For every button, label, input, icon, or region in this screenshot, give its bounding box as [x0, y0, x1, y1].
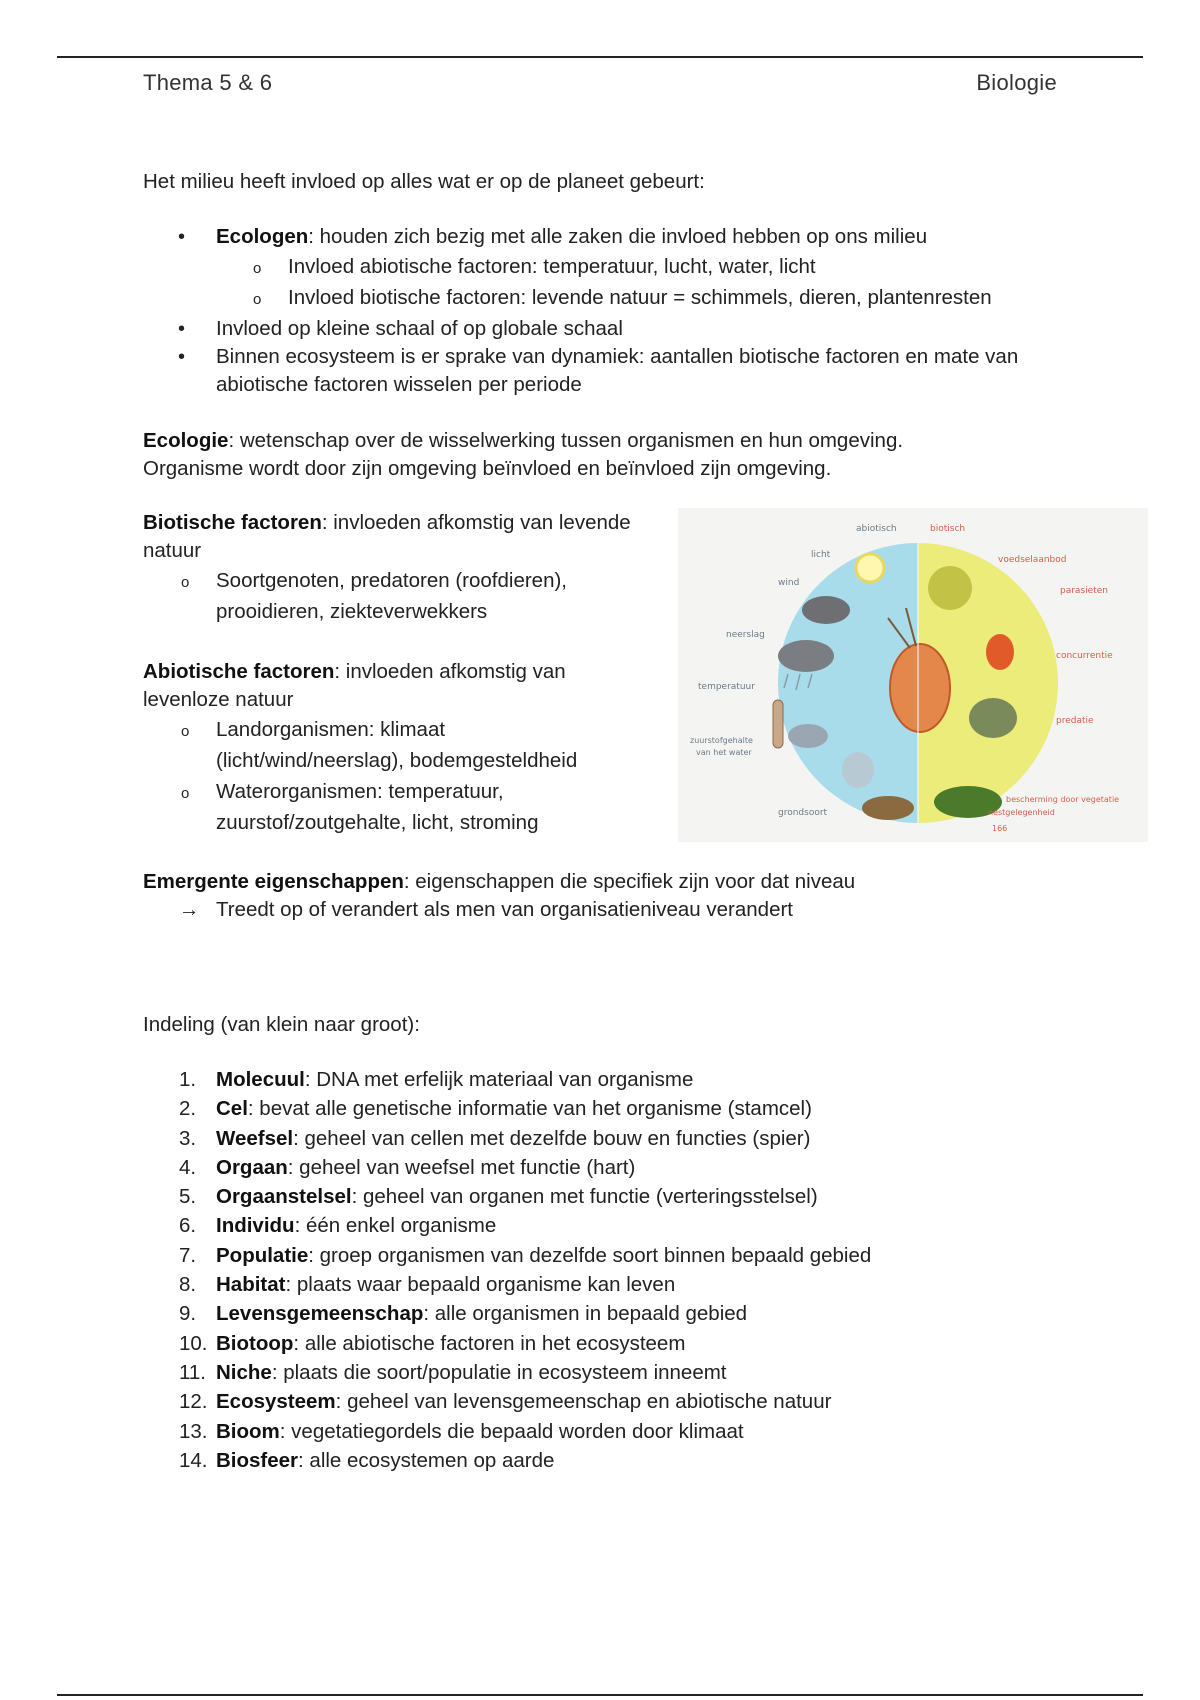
intro-paragraph: Het milieu heeft invloed op alles wat er op de planeet gebeurt:	[143, 170, 705, 193]
list-item: 9. Levensgemeenschap: alle organismen in bepaald gebied	[179, 1302, 748, 1326]
label-temperatuur: temperatuur	[698, 682, 755, 692]
label-predatie: predatie	[1056, 716, 1094, 726]
list-item: • Ecologen: houden zich bezig met alle zaken die invloed hebben op ons milieu	[143, 223, 1057, 251]
header-rule	[57, 56, 1143, 58]
list-item: 2. Cel: bevat alle genetische informatie van het organisme (stamcel)	[179, 1097, 812, 1121]
label-voedselaanbod: voedselaanbod	[998, 555, 1067, 565]
list-item: → Treedt op of verandert als men van organisatieniveau verandert	[143, 896, 1057, 924]
list-item: 8. Habitat: plaats waar bepaald organisme kan leven	[179, 1273, 676, 1297]
list-item: o Invloed biotische factoren: levende natuur = schimmels, dieren, plantenresten	[143, 282, 1057, 313]
label-concurrentie: concurrentie	[1056, 651, 1113, 661]
list-item: 14. Biosfeer: alle ecosystemen op aarde	[179, 1448, 555, 1472]
header-title: Thema 5 & 6	[143, 70, 273, 95]
label-zuurstofgehalte: zuurstofgehalte	[690, 736, 753, 745]
ecology-factors-figure	[678, 508, 1148, 842]
list-item: 6. Individu: één enkel organisme	[179, 1214, 497, 1238]
list-item: • Invloed op kleine schaal of op globale schaal	[143, 315, 1057, 343]
label-van-het-water: van het water	[696, 748, 752, 757]
label-biotisch: biotisch	[930, 524, 966, 534]
ecology-bullets	[143, 223, 1057, 399]
list-item: 4. Orgaan: geheel van weefsel met functie (hart)	[179, 1155, 636, 1179]
abiotische-factoren: Abiotische factoren: invloeden afkomstig van levenloze natuur o Landorganismen: klimaat (licht/wind/neerslag), bodemgesteldheid o Waterorganismen: temperatuur, zuurstof/zoutgehalte, licht, stroming	[143, 658, 633, 838]
indeling-list	[143, 1065, 1057, 1475]
list-item: 7. Populatie: groep organismen van dezelfde soort binnen bepaald gebied	[179, 1243, 872, 1267]
indeling-intro: Indeling (van klein naar groot):	[143, 1013, 420, 1036]
label-grondsoort: grondsoort	[778, 808, 828, 818]
figure-page-number: 166	[992, 824, 1008, 833]
label-nestgelegenheid: nestgelegenheid	[988, 808, 1055, 817]
list-item: 10. Biotoop: alle abiotische factoren in het ecosysteem	[179, 1331, 686, 1355]
list-item: o Waterorganismen: temperatuur, zuurstof/zoutgehalte, licht, stroming	[143, 776, 576, 838]
label-parasieten: parasieten	[1060, 586, 1108, 596]
footer-rule	[57, 1694, 1143, 1696]
list-item: • Binnen ecosysteem is er sprake van dynamiek: aantallen biotische factoren en mate van abiotische factoren wisselen per periode	[143, 343, 1046, 399]
label-wind: wind	[778, 578, 800, 588]
arrow-icon: →	[179, 898, 200, 921]
list-item: 13. Bioom: vegetatiegordels die bepaald worden door klimaat	[179, 1419, 744, 1443]
biotische-factoren: Biotische factoren: invloeden afkomstig van levende natuur o Soortgenoten, predatoren (roofdieren), prooidieren, ziekteverwekkers	[143, 509, 673, 627]
list-item: 11. Niche: plaats die soort/populatie in ecosysteem inneemt	[179, 1360, 727, 1384]
label-abiotisch: abiotisch	[856, 524, 897, 534]
list-item: 12. Ecosysteem: geheel van levensgemeenschap en abiotische natuur	[179, 1390, 832, 1414]
emergente-eigenschappen: Emergente eigenschappen: eigenschappen die specifiek zijn voor dat niveau → Treedt op of verandert als men van organisatieniveau verandert	[143, 868, 1057, 924]
header-subject: Biologie	[976, 70, 1057, 95]
list-item: 1. Molecuul: DNA met erfelijk materiaal van organisme	[179, 1068, 694, 1091]
label-bescherming: bescherming door vegetatie	[1006, 795, 1120, 804]
list-item: o Landorganismen: klimaat (licht/wind/neerslag), bodemgesteldheid	[143, 714, 636, 776]
list-item: o Invloed abiotische factoren: temperatuur, lucht, water, licht	[143, 251, 1057, 282]
list-item: o Soortgenoten, predatoren (roofdieren), prooidieren, ziekteverwekkers	[143, 565, 636, 627]
label-licht: licht	[811, 550, 831, 560]
ecologie-definition: Ecologie: wetenschap over de wisselwerking tussen organismen en hun omgeving. Organisme wordt door zijn omgeving beïnvloed en beïnvloed zijn omgeving.	[143, 429, 904, 480]
list-item: 5. Orgaanstelsel: geheel van organen met functie (verteringsstelsel)	[179, 1185, 818, 1209]
label-neerslag: neerslag	[726, 630, 765, 640]
list-item: 3. Weefsel: geheel van cellen met dezelfde bouw en functies (spier)	[179, 1126, 811, 1150]
